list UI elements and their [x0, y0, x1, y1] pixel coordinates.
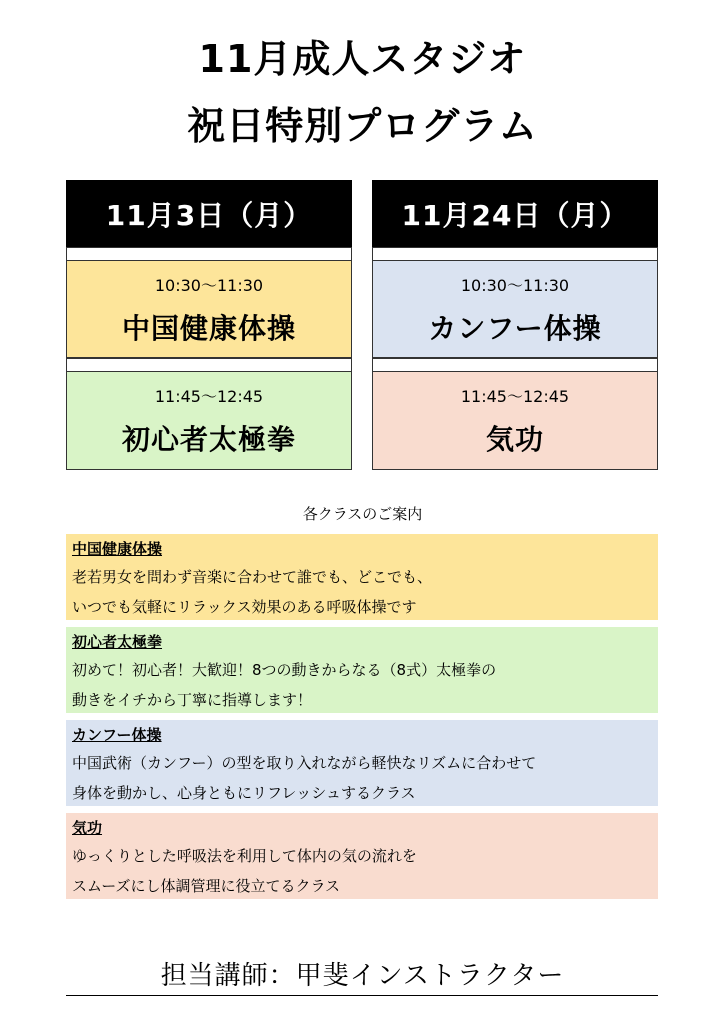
class-text-line: 老若男女を問わず音楽に合わせて誰でも、どこでも、 [72, 568, 433, 586]
divider [372, 247, 658, 261]
page-title-line-1: 11月成人スタジオ [198, 37, 527, 81]
class-title: 中国健康体操 [72, 540, 163, 558]
class-intro-heading: 各クラスのご案内 [302, 505, 423, 523]
session-card [372, 371, 658, 470]
class-title: 初心者太極拳 [72, 633, 163, 651]
schedule-day-2 [372, 180, 658, 483]
class-text-line: 中国武術（カンフー）の型を取り入れながら軽快なリズムに合わせて [72, 754, 537, 772]
class-text-line: 初めて！初心者！大歓迎！8つの動きからなる（8式）太極拳の [72, 661, 497, 679]
session-name: カンフー体操 [428, 312, 602, 345]
session-name: 気功 [485, 423, 544, 456]
class-text-line: ゆっくりとした呼吸法を利用して体内の気の流れを [72, 847, 417, 865]
session-time: 11:45～12:45 [154, 387, 264, 406]
class-text-line: 身体を動かし、心身ともにリフレッシュするクラス [72, 784, 416, 802]
divider [66, 358, 352, 372]
class-description [66, 534, 658, 620]
page-title-line-2: 祝日特別プログラム [187, 104, 538, 148]
day-header: 11月24日（月） [372, 180, 658, 247]
divider [372, 358, 658, 372]
session-card [66, 371, 352, 470]
session-time: 11:45～12:45 [460, 387, 570, 406]
schedule-day-1 [66, 180, 352, 483]
session-card [372, 260, 658, 358]
session-time: 10:30～11:30 [154, 276, 264, 295]
session-name: 初心者太極拳 [121, 423, 296, 456]
class-text-line: いつでも気軽にリラックス効果のある呼吸体操です [72, 598, 417, 616]
class-description [66, 627, 658, 713]
instructor-name: 担当講師：甲斐インストラクター [160, 961, 565, 991]
class-description [66, 720, 658, 806]
class-title: カンフー体操 [72, 726, 162, 744]
class-description [66, 813, 658, 899]
class-text-line: 動きをイチから丁寧に指導します！ [72, 691, 313, 709]
session-card [66, 260, 352, 358]
class-title: 気功 [72, 819, 103, 837]
footer-divider [66, 995, 658, 996]
divider [66, 247, 352, 261]
session-name: 中国健康体操 [121, 312, 296, 345]
day-header: 11月3日（月） [66, 180, 352, 247]
session-time: 10:30～11:30 [460, 276, 570, 295]
class-text-line: スムーズにし体調管理に役立てるクラス [72, 877, 341, 895]
